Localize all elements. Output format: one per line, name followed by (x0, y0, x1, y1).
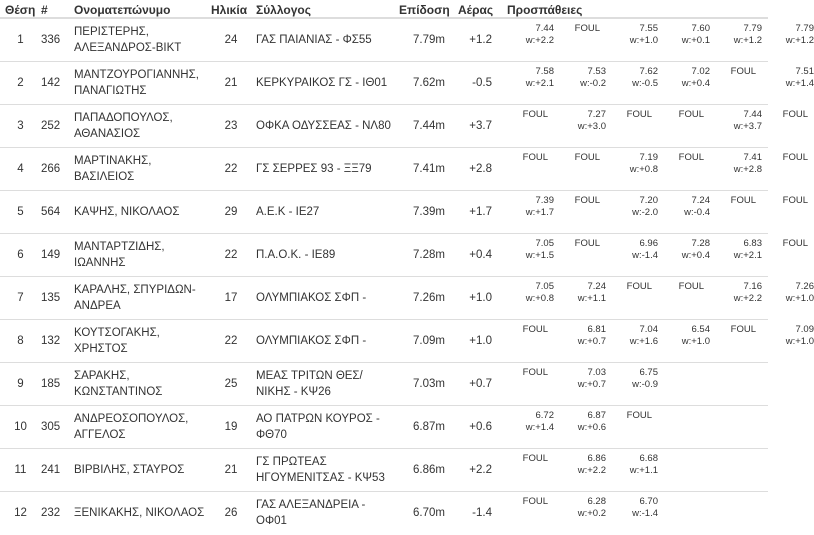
attempt (554, 109, 606, 133)
attempts-list (502, 406, 768, 434)
header-club: Σύλλογος (251, 0, 394, 18)
attempt (658, 238, 710, 262)
attempt-mark: FOUL (782, 238, 808, 249)
attempt (606, 23, 658, 47)
attempt-mark: 7.24 (587, 281, 606, 292)
attempt-mark: 7.05 (535, 238, 554, 249)
bib-cell: 185 (36, 363, 69, 406)
athlete-name-cell: ΜΑΡΤΙΝΑΚΗΣ, ΒΑΣΙΛΕΙΟΣ (69, 148, 206, 191)
attempt-mark: FOUL (678, 281, 704, 292)
header-attempts: Προσπάθειες (502, 0, 768, 18)
attempts-list (502, 320, 814, 348)
attempt-mark: FOUL (678, 152, 704, 163)
attempt (554, 367, 606, 391)
place-cell: 11 (0, 449, 36, 492)
attempt-mark: FOUL (730, 324, 756, 335)
attempt (554, 238, 606, 262)
attempt (554, 410, 606, 434)
attempt-mark: 7.09 (795, 324, 814, 335)
attempts-cell (502, 363, 768, 406)
attempt-wind: w:+0.2 (577, 508, 606, 519)
attempt-mark: FOUL (782, 195, 808, 206)
attempt-mark: 7.28 (691, 238, 710, 249)
attempt-mark: 6.54 (691, 324, 710, 335)
attempt-wind: w:+1.1 (629, 465, 658, 476)
attempt-wind: w:+1.6 (629, 336, 658, 347)
wind-cell: +2.2 (453, 449, 502, 492)
age-cell: 24 (224, 34, 238, 46)
bib-cell: 232 (36, 492, 69, 535)
performance-cell: 7.62m (394, 62, 453, 105)
attempt-mark: 6.86 (587, 453, 606, 464)
attempt-wind: w:+2.8 (733, 164, 762, 175)
attempt-mark: 7.44 (535, 23, 554, 34)
attempt-wind: w:+1.0 (785, 293, 814, 304)
bib-cell: 252 (36, 105, 69, 148)
attempt (554, 324, 606, 348)
attempts-cell (502, 449, 768, 492)
attempt-wind: w:+3.7 (733, 121, 762, 132)
table-row (0, 277, 768, 320)
attempt (762, 152, 814, 176)
athlete-name-cell: ΚΑΡΑΛΗΣ, ΣΠΥΡΙΔΩΝ-ΑΝΔΡΕΑ (69, 277, 206, 320)
attempt (502, 281, 554, 305)
bib-cell: 135 (36, 277, 69, 320)
club-cell: ΓΑΣ ΑΛΕΞΑΝΔΡΕΙΑ - ΟΦ01 (251, 492, 394, 535)
bib-cell: 142 (36, 62, 69, 105)
age-cell: 26 (206, 492, 251, 535)
attempts-list (502, 148, 808, 176)
age-cell: 29 (206, 191, 251, 234)
attempt-mark: FOUL (522, 324, 548, 335)
wind-cell: +2.8 (453, 148, 502, 191)
attempt (658, 66, 710, 90)
attempt (502, 410, 554, 434)
attempt-wind: w:+0.6 (577, 422, 606, 433)
attempt-mark: 7.51 (795, 66, 814, 77)
attempt-mark: 7.58 (535, 66, 554, 77)
attempt-wind: w:+1.0 (681, 336, 710, 347)
attempt (762, 281, 814, 305)
table-row (0, 363, 768, 406)
attempt (606, 195, 658, 219)
attempt-wind: w:+0.8 (629, 164, 658, 175)
performance-cell: 6.70m (394, 492, 453, 535)
attempt (658, 281, 710, 305)
club-cell: ΟΛΥΜΠΙΑΚΟΣ ΣΦΠ - (251, 320, 394, 363)
athlete-name-cell: ΚΟΥΤΣΟΓΑΚΗΣ, ΧΡΗΣΤΟΣ (69, 320, 206, 363)
attempt-mark: 6.68 (639, 453, 658, 464)
attempt-wind: w:+2.2 (525, 35, 554, 46)
bib-cell: 241 (36, 449, 69, 492)
attempts-list (502, 363, 768, 391)
attempt-mark: 7.41 (743, 152, 762, 163)
club-cell: ΟΛΥΜΠΙΑΚΟΣ ΣΦΠ - (251, 277, 394, 320)
attempt-mark: FOUL (626, 109, 652, 120)
athlete-name-cell: ΒΙΡΒΙΛΗΣ, ΣΤΑΥΡΟΣ (69, 449, 206, 492)
table-row (0, 406, 768, 449)
table-row (0, 234, 768, 277)
attempt (554, 195, 606, 219)
attempt (606, 66, 658, 90)
attempt (658, 324, 710, 348)
attempt (502, 238, 554, 262)
attempt (658, 23, 710, 47)
attempt-wind: w:+0.4 (681, 78, 710, 89)
athlete-name-cell: ΞΕΝΙΚΑΚΗΣ, ΝΙΚΟΛΑΟΣ (69, 492, 206, 535)
attempt-wind: w:+1.1 (577, 293, 606, 304)
attempt-wind: w:+1.7 (525, 207, 554, 218)
bib-cell: 564 (36, 191, 69, 234)
attempts-list (502, 449, 768, 477)
performance-cell: 7.41m (394, 148, 453, 191)
attempt-mark: FOUL (522, 453, 548, 464)
performance-cell: 7.79m (413, 34, 445, 46)
place-cell: 5 (0, 191, 36, 234)
attempt-mark: 7.16 (743, 281, 762, 292)
attempt-wind: w:-1.4 (632, 508, 658, 519)
attempt (710, 195, 762, 219)
results-body (0, 18, 814, 534)
age-cell: 17 (206, 277, 251, 320)
table-row (0, 105, 768, 148)
wind-cell: +0.7 (453, 363, 502, 406)
place-cell: 7 (0, 277, 36, 320)
attempt-mark: 6.81 (587, 324, 606, 335)
performance-cell: 7.03m (394, 363, 453, 406)
attempt (502, 367, 554, 391)
attempts-list (502, 277, 814, 305)
place-cell: 9 (0, 363, 36, 406)
attempts-cell (502, 62, 814, 105)
attempt-mark: FOUL (574, 23, 600, 34)
attempt-mark: 7.04 (639, 324, 658, 335)
club-cell: ΓΣ ΣΕΡΡΕΣ 93 - ΞΞ79 (251, 148, 394, 191)
wind-cell: +1.0 (453, 320, 502, 363)
attempt (502, 152, 554, 176)
bib-cell: 266 (36, 148, 69, 191)
attempt-mark: 7.44 (743, 109, 762, 120)
attempt-mark: FOUL (626, 410, 652, 421)
athlete-name-cell: ΚΑΨΗΣ, ΝΙΚΟΛΑΟΣ (69, 191, 206, 234)
place-cell: 12 (0, 492, 36, 535)
attempt-mark: 6.70 (639, 496, 658, 507)
attempt-wind: w:-0.5 (632, 78, 658, 89)
attempt (762, 109, 814, 133)
attempts-list (502, 492, 768, 520)
attempt (502, 109, 554, 133)
attempt-wind: w:+1.4 (525, 422, 554, 433)
attempts-list (502, 105, 808, 133)
attempt-wind: w:+1.2 (733, 35, 762, 46)
attempt-mark: 6.75 (639, 367, 658, 378)
attempt (710, 66, 762, 90)
bib-cell: 132 (36, 320, 69, 363)
attempt (658, 109, 710, 133)
attempt (762, 66, 814, 90)
attempt-mark: FOUL (522, 367, 548, 378)
age-cell: 23 (206, 105, 251, 148)
attempt-wind: w:+0.7 (577, 336, 606, 347)
place-cell: 1 (17, 34, 24, 46)
attempt-mark: 6.96 (639, 238, 658, 249)
attempt-wind: w:+2.2 (577, 465, 606, 476)
attempts-cell (502, 105, 808, 148)
performance-cell: 6.86m (394, 449, 453, 492)
performance-cell: 7.26m (394, 277, 453, 320)
attempt-mark: FOUL (522, 152, 548, 163)
bib-cell: 336 (41, 34, 61, 46)
club-cell: ΑΟ ΠΑΤΡΩΝ ΚΟΥΡΟΣ - ΦΘ70 (251, 406, 394, 449)
attempts-list (502, 62, 814, 90)
attempt-wind: w:+1.4 (785, 78, 814, 89)
performance-cell: 7.39m (394, 191, 453, 234)
attempt (502, 23, 554, 47)
club-cell: ΚΕΡΚΥΡΑΙΚΟΣ ΓΣ - ΙΘ01 (251, 62, 394, 105)
attempts-list (502, 19, 814, 47)
attempts-cell (502, 492, 768, 535)
attempt-mark: FOUL (626, 281, 652, 292)
attempt (606, 152, 658, 176)
attempts-cell (502, 277, 814, 320)
attempt-wind: w:-0.4 (684, 207, 710, 218)
attempt (710, 324, 762, 348)
attempt-wind: w:+2.1 (733, 250, 762, 261)
attempt-mark: FOUL (574, 238, 600, 249)
athlete-name-cell: ΜΑΝΤΖΟΥΡΟΓΙΑΝΝΗΣ, ΠΑΝΑΓΙΩΤΗΣ (69, 62, 206, 105)
attempt-mark: FOUL (522, 496, 548, 507)
attempt (606, 453, 658, 477)
attempt-wind: w:+0.8 (525, 293, 554, 304)
attempt (606, 238, 658, 262)
age-cell: 22 (206, 148, 251, 191)
attempt-mark: 7.53 (587, 66, 606, 77)
attempt-mark: FOUL (678, 109, 704, 120)
age-cell: 22 (206, 234, 251, 277)
attempt-wind: w:-0.2 (580, 78, 606, 89)
attempt (502, 453, 554, 477)
table-row (0, 148, 768, 191)
attempt-wind: w:+0.1 (681, 35, 710, 46)
attempts-cell (502, 148, 808, 191)
attempts-cell (502, 191, 808, 234)
attempt (554, 66, 606, 90)
attempt (762, 195, 814, 219)
attempt-mark: 7.05 (535, 281, 554, 292)
attempt (502, 496, 554, 520)
attempt-mark: 6.28 (587, 496, 606, 507)
table-row (0, 449, 768, 492)
performance-cell: 7.44m (394, 105, 453, 148)
attempt (606, 109, 658, 133)
table-row (0, 492, 768, 535)
athlete-name-cell: ΑΝΔΡΕΟΣΟΠΟΥΛΟΣ, ΑΓΓΕΛΟΣ (69, 406, 206, 449)
attempt-mark: 7.39 (535, 195, 554, 206)
athlete-name-cell: ΠΕΡΙΣΤΕΡΗΣ, ΑΛΕΞΑΝΔΡΟΣ-ΒΙΚΤ (74, 26, 182, 54)
table-row (0, 191, 768, 234)
header-place: Θέση (0, 0, 36, 18)
attempt-mark: FOUL (782, 152, 808, 163)
attempt (710, 152, 762, 176)
wind-cell: +1.7 (453, 191, 502, 234)
attempt-mark: 7.02 (691, 66, 710, 77)
attempt-wind: w:+1.0 (629, 35, 658, 46)
attempt (554, 281, 606, 305)
attempt-mark: 7.03 (587, 367, 606, 378)
attempt-mark: 7.20 (639, 195, 658, 206)
wind-cell: +0.6 (453, 406, 502, 449)
attempt (658, 195, 710, 219)
attempt-wind: w:+1.5 (525, 250, 554, 261)
attempt (710, 23, 762, 47)
attempt-wind: w:+0.7 (577, 379, 606, 390)
header-age: Ηλικία (206, 0, 251, 18)
bib-cell: 149 (36, 234, 69, 277)
place-cell: 6 (0, 234, 36, 277)
performance-cell: 6.87m (394, 406, 453, 449)
wind-cell: +3.7 (453, 105, 502, 148)
club-cell: Π.Α.Ο.Κ. - ΙΕ89 (251, 234, 394, 277)
club-cell: Α.Ε.Κ - ΙΕ27 (251, 191, 394, 234)
attempt (554, 496, 606, 520)
attempts-list (502, 234, 808, 262)
attempt (762, 324, 814, 348)
attempt-mark: FOUL (522, 109, 548, 120)
attempt (710, 238, 762, 262)
attempt-mark: 7.79 (795, 23, 814, 34)
attempt (502, 324, 554, 348)
attempts-cell (502, 18, 814, 62)
table-row (0, 18, 768, 62)
attempt-mark: FOUL (730, 66, 756, 77)
wind-cell: -1.4 (453, 492, 502, 535)
attempt (606, 324, 658, 348)
attempt-mark: FOUL (782, 109, 808, 120)
attempt-mark: FOUL (574, 195, 600, 206)
attempt-mark: 7.79 (743, 23, 762, 34)
table-row (0, 62, 768, 105)
attempt (710, 109, 762, 133)
place-cell: 4 (0, 148, 36, 191)
attempt-mark: 6.72 (535, 410, 554, 421)
attempts-list (502, 191, 808, 219)
wind-cell: -0.5 (453, 62, 502, 105)
club-cell: ΟΦΚΑ ΟΔΥΣΣΕΑΣ - ΝΛ80 (251, 105, 394, 148)
header-wind: Αέρας (453, 0, 502, 18)
club-cell: ΓΑΣ ΠΑΙΑΝΙΑΣ - ΦΣ55 (256, 34, 372, 46)
attempt-mark: 7.26 (795, 281, 814, 292)
place-cell: 8 (0, 320, 36, 363)
attempt-wind: w:-0.9 (632, 379, 658, 390)
performance-cell: 7.09m (394, 320, 453, 363)
place-cell: 2 (0, 62, 36, 105)
club-cell: ΓΣ ΠΡΩΤΕΑΣ ΗΓΟΥΜΕΝΙΤΣΑΣ - ΚΨ53 (251, 449, 394, 492)
age-cell: 21 (206, 449, 251, 492)
wind-cell: +0.4 (453, 234, 502, 277)
age-cell: 19 (206, 406, 251, 449)
attempt (554, 453, 606, 477)
club-cell: ΜΕΑΣ ΤΡΙΤΩΝ ΘΕΣ/ΝΙΚΗΣ - ΚΨ26 (251, 363, 394, 406)
attempt-wind: w:-1.4 (632, 250, 658, 261)
attempt (502, 195, 554, 219)
attempt-mark: 7.24 (691, 195, 710, 206)
header-performance: Επίδοση (394, 0, 453, 18)
attempt (710, 281, 762, 305)
attempt (606, 410, 658, 434)
attempt-mark: 7.55 (639, 23, 658, 34)
attempt-mark: 7.27 (587, 109, 606, 120)
attempt-mark: 7.60 (691, 23, 710, 34)
attempt-mark: FOUL (730, 195, 756, 206)
athlete-name-cell: ΣΑΡΑΚΗΣ, ΚΩΝΣΤΑΝΤΙΝΟΣ (69, 363, 206, 406)
attempt-mark: 6.87 (587, 410, 606, 421)
attempt (606, 281, 658, 305)
attempt (554, 152, 606, 176)
attempt (762, 238, 814, 262)
performance-cell: 7.28m (394, 234, 453, 277)
attempt-wind: w:+1.0 (785, 336, 814, 347)
place-cell: 10 (0, 406, 36, 449)
attempt (762, 23, 814, 47)
attempt-mark: 7.19 (639, 152, 658, 163)
attempt (554, 23, 606, 47)
attempt-wind: w:+1.2 (785, 35, 814, 46)
attempt-mark: FOUL (574, 152, 600, 163)
athlete-name-cell: ΠΑΠΑΔΟΠΟΥΛΟΣ, ΑΘΑΝΑΣΙΟΣ (69, 105, 206, 148)
wind-cell: +1.0 (453, 277, 502, 320)
attempt-mark: 6.83 (743, 238, 762, 249)
attempt-wind: w:+2.2 (733, 293, 762, 304)
attempt-wind: w:+0.4 (681, 250, 710, 261)
attempts-cell (502, 234, 808, 277)
attempt-mark: 7.62 (639, 66, 658, 77)
bib-cell: 305 (36, 406, 69, 449)
age-cell: 25 (206, 363, 251, 406)
attempt-wind: w:+2.1 (525, 78, 554, 89)
age-cell: 22 (206, 320, 251, 363)
attempt (502, 66, 554, 90)
wind-cell: +1.2 (469, 34, 492, 46)
header-bib: # (36, 0, 69, 18)
attempt (606, 367, 658, 391)
place-cell: 3 (0, 105, 36, 148)
attempt-wind: w:+3.0 (577, 121, 606, 132)
table-row (0, 320, 768, 363)
header-row (0, 0, 768, 18)
attempts-cell (502, 320, 814, 363)
attempt (606, 496, 658, 520)
athlete-name-cell: ΜΑΝΤΑΡΤΖΙΔΗΣ, ΙΩΑΝΝΗΣ (69, 234, 206, 277)
attempt-wind: w:-2.0 (632, 207, 658, 218)
header-name: Ονοματεπώνυμο (69, 0, 206, 18)
attempts-cell (502, 406, 768, 449)
attempt (658, 152, 710, 176)
age-cell: 21 (206, 62, 251, 105)
